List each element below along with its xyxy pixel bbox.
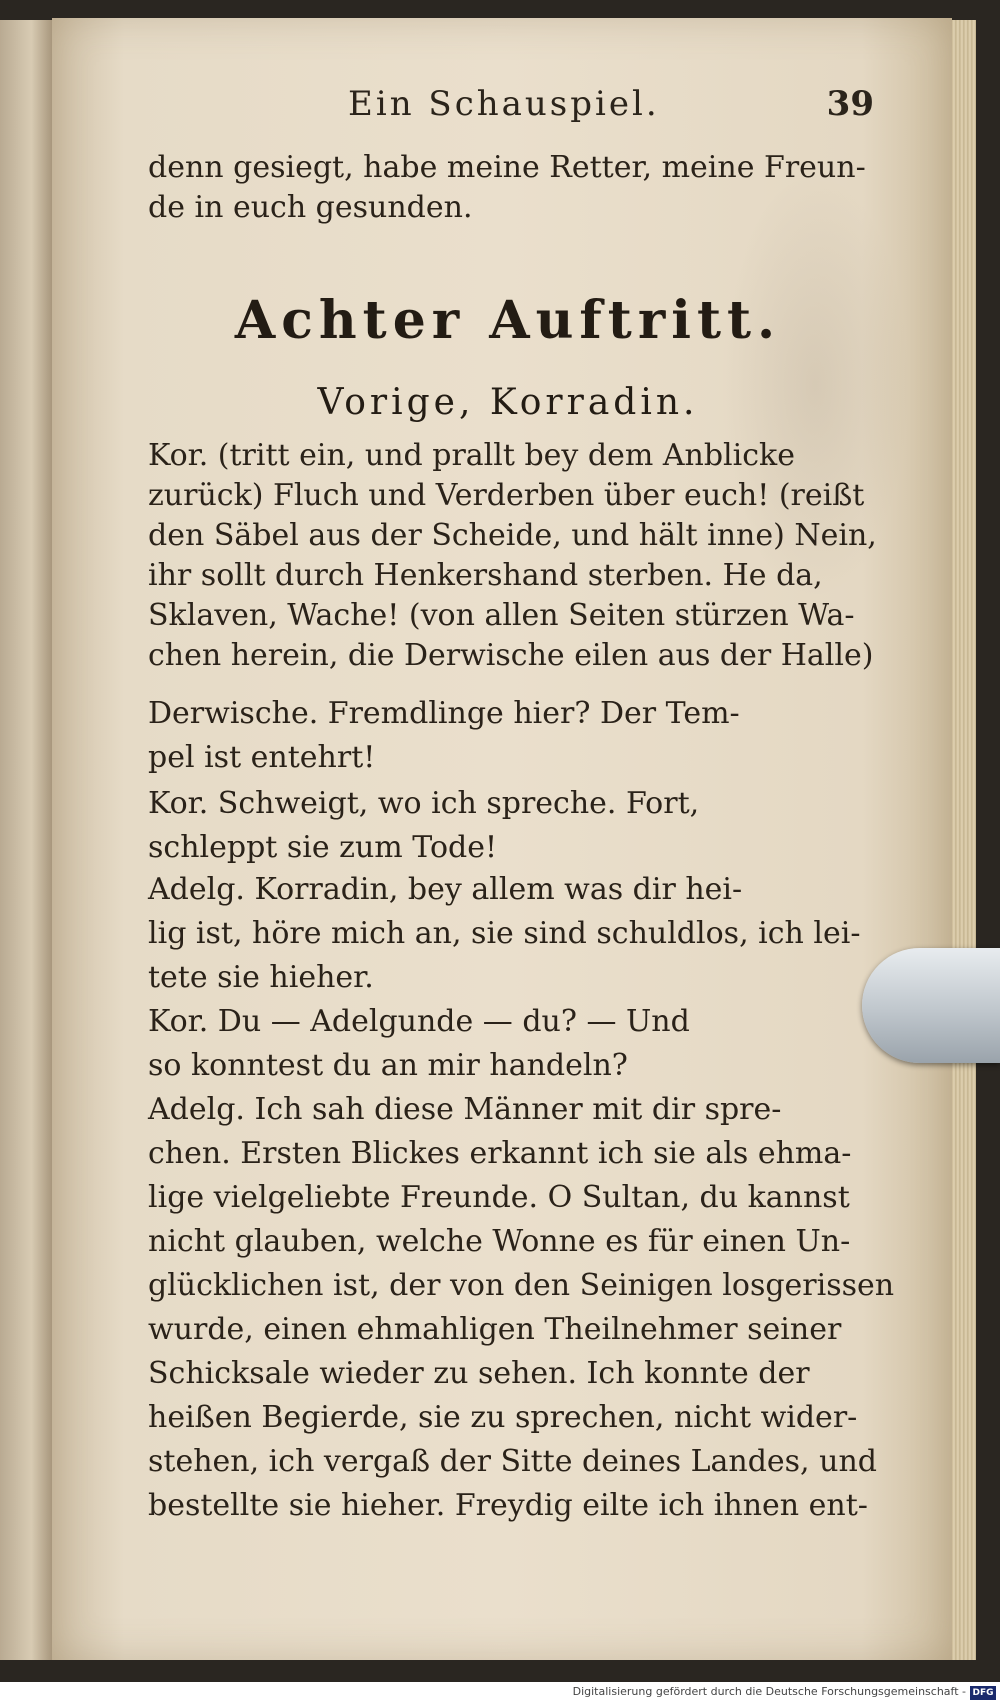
- page-fore-edge: [952, 20, 976, 1660]
- dfg-logo: DFG: [970, 1686, 996, 1700]
- text-line: denn gesiegt, habe meine Retter, meine Freun-: [148, 150, 866, 185]
- text-line: stehen, ich vergaß der Sitte deines Landes, und: [148, 1444, 877, 1479]
- text-line: Kor. (tritt ein, und prallt bey dem Anblicke: [148, 438, 795, 473]
- text-line: glücklichen ist, der von den Seinigen losgerissen: [148, 1268, 895, 1303]
- text-line: wurde, einen ehmahligen Theilnehmer seiner: [148, 1312, 842, 1347]
- digitization-credit: Digitalisierung gefördert durch die Deutsche Forschungsgemeinschaft -: [572, 1685, 966, 1698]
- text-line: chen. Ersten Blickes erkannt ich sie als ehma-: [148, 1136, 852, 1171]
- text-line: ihr sollt durch Henkershand sterben. He da,: [148, 558, 823, 593]
- text-line: Kor. Schweigt, wo ich spreche. Fort,: [148, 786, 700, 821]
- text-line: Adelg. Ich sah diese Männer mit dir spre-: [148, 1092, 782, 1127]
- running-title: Ein Schauspiel.: [348, 84, 660, 124]
- text-line: lige vielgeliebte Freunde. O Sultan, du kannst: [148, 1180, 850, 1215]
- running-head: [148, 84, 874, 134]
- scene-title: Achter Auftritt.: [234, 290, 782, 351]
- text-line: pel ist entehrt!: [148, 740, 376, 775]
- text-line: den Säbel aus der Scheide, und hält inne) Nein,: [148, 518, 877, 553]
- text-line: zurück) Fluch und Verderben über euch! (reißt: [148, 478, 865, 513]
- text-line: de in euch gesunden.: [148, 190, 473, 225]
- text-line: Adelg. Korradin, bey allem was dir hei-: [148, 872, 743, 907]
- characters-line: Vorige, Korradin.: [317, 382, 699, 423]
- text-line: nicht glauben, welche Wonne es für einen Un-: [148, 1224, 851, 1259]
- text-line: lig ist, höre mich an, sie sind schuldlos, ich lei-: [148, 916, 861, 951]
- text-line: Schicksale wieder zu sehen. Ich konnte der: [148, 1356, 810, 1391]
- page-clip: [862, 948, 1000, 1063]
- text-line: Kor. Du — Adelgunde — du? — Und: [148, 1004, 690, 1039]
- text-line: chen herein, die Derwische eilen aus der Halle): [148, 638, 874, 673]
- page-number: 39: [826, 84, 874, 124]
- text-line: Sklaven, Wache! (von allen Seiten stürzen Wa-: [148, 598, 855, 633]
- text-line: schleppt sie zum Tode!: [148, 830, 498, 865]
- text-line: Derwische. Fremdlinge hier? Der Tem-: [148, 696, 740, 731]
- text-line: heißen Begierde, sie zu sprechen, nicht wider-: [148, 1400, 858, 1435]
- text-line: so konntest du an mir handeln?: [148, 1048, 628, 1083]
- text-line: tete sie hieher.: [148, 960, 374, 995]
- text-line: bestellte sie hieher. Freydig eilte ich ihnen ent-: [148, 1488, 868, 1523]
- left-page-edge: [0, 20, 52, 1660]
